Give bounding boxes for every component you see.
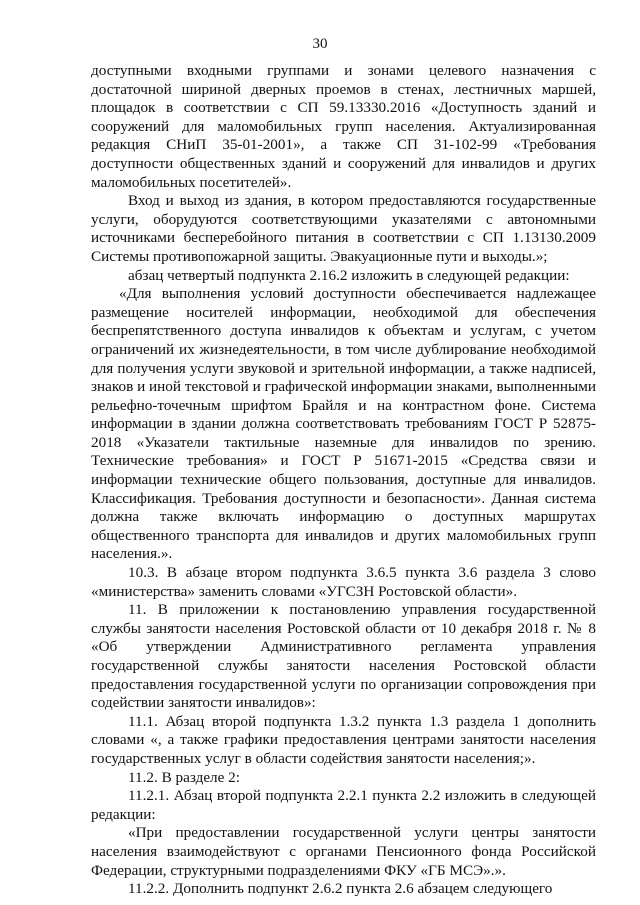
paragraph: 11.2. В разделе 2: bbox=[128, 768, 240, 786]
document-body bbox=[91, 62, 596, 899]
paragraph: «При предоставлении государственной услуги центры занятости населения взаимодействуют с органами Пенсионного фонда Российской Федерации, структурными подразделениями ФКУ «ГБ МСЭ».». bbox=[91, 824, 596, 879]
paragraph: 11. В приложении к постановлению управления государственной службы занятости населения Ростовской области от 10 декабря 2018 г. № 8 «Об утверждении Административного регламента управления государственной службы занятости населения Ростовской области предоставления государственной услуги по организации сопровождения при содействии занятости инвалидов»: bbox=[91, 601, 596, 712]
paragraph: 11.1. Абзац второй подпункта 1.3.2 пункта 1.3 раздела 1 дополнить словами «, а также графики предоставления центрами занятости населения государственных услуг в области содействия занятости населения;». bbox=[91, 712, 596, 767]
paragraph: абзац четвертый подпункта 2.16.2 изложить в следующей редакции: bbox=[128, 266, 570, 284]
paragraph: 11.2.2. Дополнить подпункт 2.6.2 пункта 2.6 абзацем следующего bbox=[128, 880, 553, 898]
paragraph: 11.2.1. Абзац второй подпункта 2.2.1 пункта 2.2 изложить в следующей редакции: bbox=[91, 787, 596, 823]
paragraph: 10.3. В абзаце втором подпункта 3.6.5 пункта 3.6 раздела 3 слово «министерства» заменить словами «УГСЗН Ростовской области». bbox=[91, 564, 596, 600]
paragraph: доступными входными группами и зонами целевого назначения с достаточной шириной дверных проемов в стенах, лестничных маршей, площадок в соответствии с СП 59.13330.2016 «Доступность зданий и сооружений для маломобильных групп населения. Актуализированная редакция СНиП 35-01-2001», а также СП 31-102-99 «Требования доступности общественных зданий и сооружений для инвалидов и других маломобильных посетителей». bbox=[91, 62, 596, 191]
paragraph: Вход и выход из здания, в котором предоставляются государственные услуги, оборудуются соответствующими указателями с автономными источниками бесперебойного питания в соответствии с СП 1.13130.2009 Системы противопожарной защиты. Эвакуационные пути и выходы.»; bbox=[91, 192, 596, 265]
page-number: 30 bbox=[312, 36, 328, 52]
paragraph: «Для выполнения условий доступности обеспечивается надлежащее размещение носителей информации, необходимой для обеспечения беспрепятственного доступа инвалидов к объектам и услугам, с учетом ограничений их жизнедеятельности, в том числе дублирование необходимой для получения услуги звуковой и зрительной информации, а также надписей, знаков и иной текстовой и графической информации знаками, выполненными рельефно-точечным шрифтом Брайля и на контрастном фоне. Система информации в здании должна соответствовать требованиям ГОСТ Р 52875-2018 «Указатели тактильные наземные для инвалидов по зрению. Технические требования» и ГОСТ Р 51671-2015 «Средства связи и информации технические общего пользования, доступные для инвалидов. Классификация. Требования доступности и безопасности». Данная система должна также включать информацию о доступных маршрутах общественного транспорта для инвалидов и других маломобильных групп населения.». bbox=[91, 285, 596, 563]
